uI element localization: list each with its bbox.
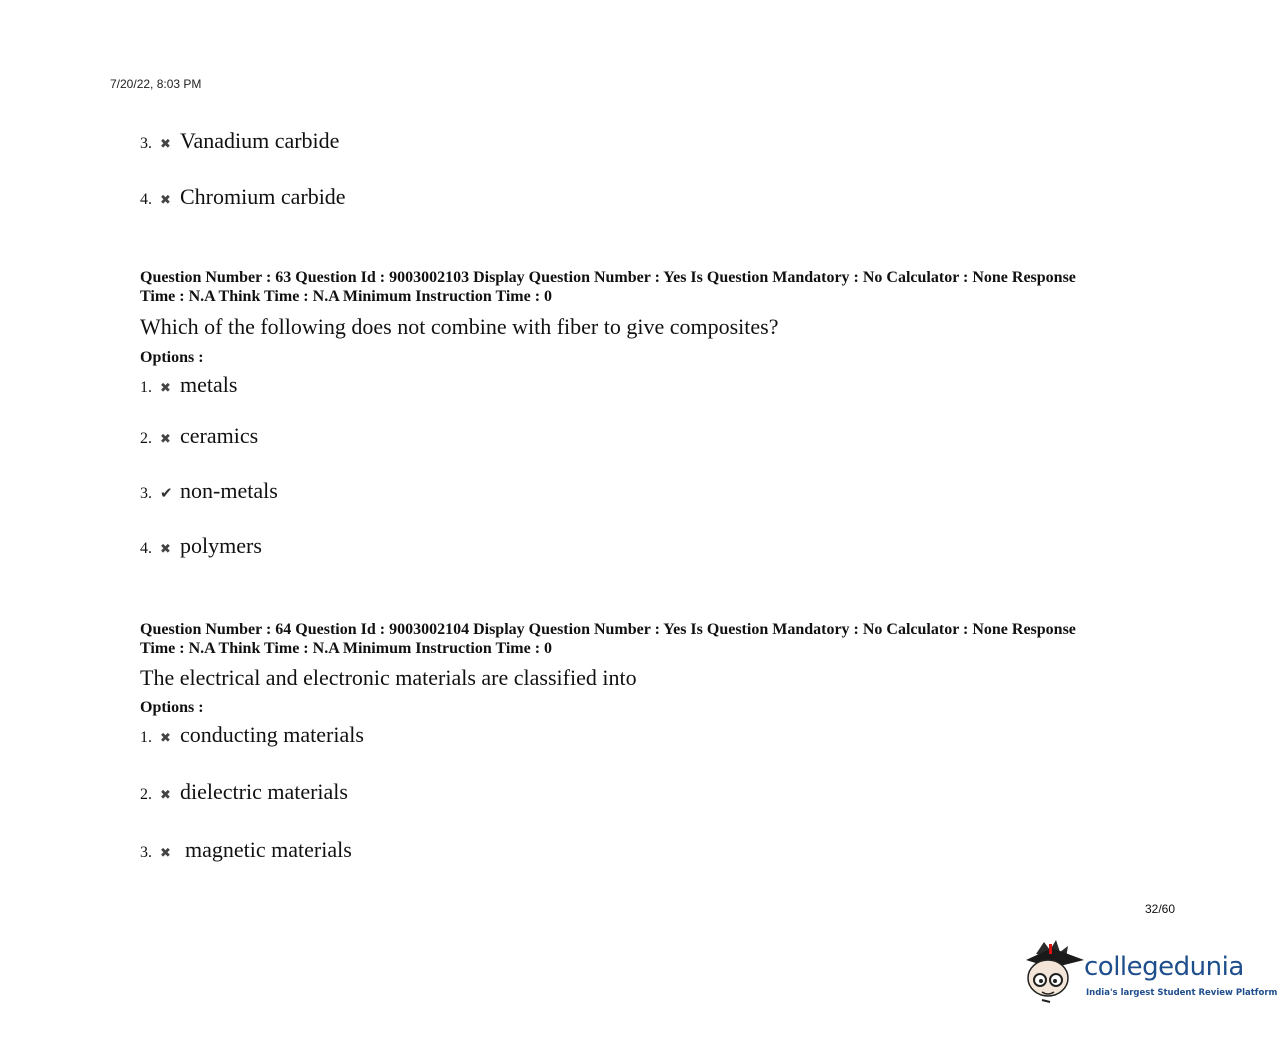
option-number: 3. [140, 135, 152, 152]
option-text: Chromium carbide [180, 184, 346, 209]
option-row [140, 184, 346, 210]
cross-icon: ✖ [160, 846, 171, 861]
option-text: dielectric materials [180, 779, 348, 804]
question-meta-line2: Time : N.A Think Time : N.A Minimum Instruction Time : 0 [140, 288, 553, 305]
check-icon: ✔ [160, 484, 173, 502]
cross-icon: ✖ [160, 193, 171, 208]
option-number: 1. [140, 729, 152, 746]
question-meta-line1: Question Number : 63 Question Id : 9003002103 Display Question Number : Yes Is Question Mandatory : No Calculator : None Response [140, 269, 1076, 286]
cross-icon: ✖ [160, 731, 171, 746]
option-row [140, 779, 348, 805]
option-number: 2. [140, 786, 152, 803]
print-timestamp: 7/20/22, 8:03 PM [110, 77, 202, 91]
question-meta-line1: Question Number : 64 Question Id : 9003002104 Display Question Number : Yes Is Question Mandatory : No Calculator : None Response [140, 621, 1076, 638]
page-number: 32/60 [1145, 902, 1176, 916]
question-text: Which of the following does not combine with fiber to give composites? [140, 314, 779, 339]
logo-tagline: India's largest Student Review Platform [1086, 988, 1278, 998]
question-meta [140, 620, 1160, 658]
option-row [140, 722, 364, 748]
option-text: metals [180, 372, 238, 397]
collegedunia-logo [1022, 938, 1278, 1008]
option-text: Vanadium carbide [180, 128, 340, 153]
option-text: magnetic materials [185, 837, 352, 862]
question-meta [140, 268, 1160, 306]
option-row [140, 533, 262, 559]
question-text: The electrical and electronic materials are classified into [140, 665, 637, 690]
mascot-icon [1022, 938, 1084, 1008]
option-row [140, 372, 237, 398]
option-number: 3. [140, 844, 152, 861]
cross-icon: ✖ [160, 788, 171, 803]
option-number: 1. [140, 379, 152, 396]
option-text: polymers [180, 533, 262, 558]
option-row [140, 128, 339, 154]
options-label: Options : [140, 349, 204, 366]
cross-icon: ✖ [160, 542, 171, 557]
cross-icon: ✖ [160, 137, 171, 152]
option-text: non-metals [180, 478, 278, 503]
option-row [140, 837, 352, 863]
question-meta-line2: Time : N.A Think Time : N.A Minimum Instruction Time : 0 [140, 640, 553, 657]
cross-icon: ✖ [160, 381, 171, 396]
option-number: 4. [140, 540, 152, 557]
option-number: 4. [140, 191, 152, 208]
option-number: 3. [140, 485, 152, 502]
option-row [140, 423, 258, 449]
option-text: ceramics [180, 423, 259, 448]
option-number: 2. [140, 430, 152, 447]
option-text: conducting materials [180, 722, 364, 747]
cross-icon: ✖ [160, 432, 171, 447]
options-label: Options : [140, 699, 204, 716]
logo-wordmark: collegedunia [1084, 952, 1244, 982]
option-row [140, 478, 278, 504]
